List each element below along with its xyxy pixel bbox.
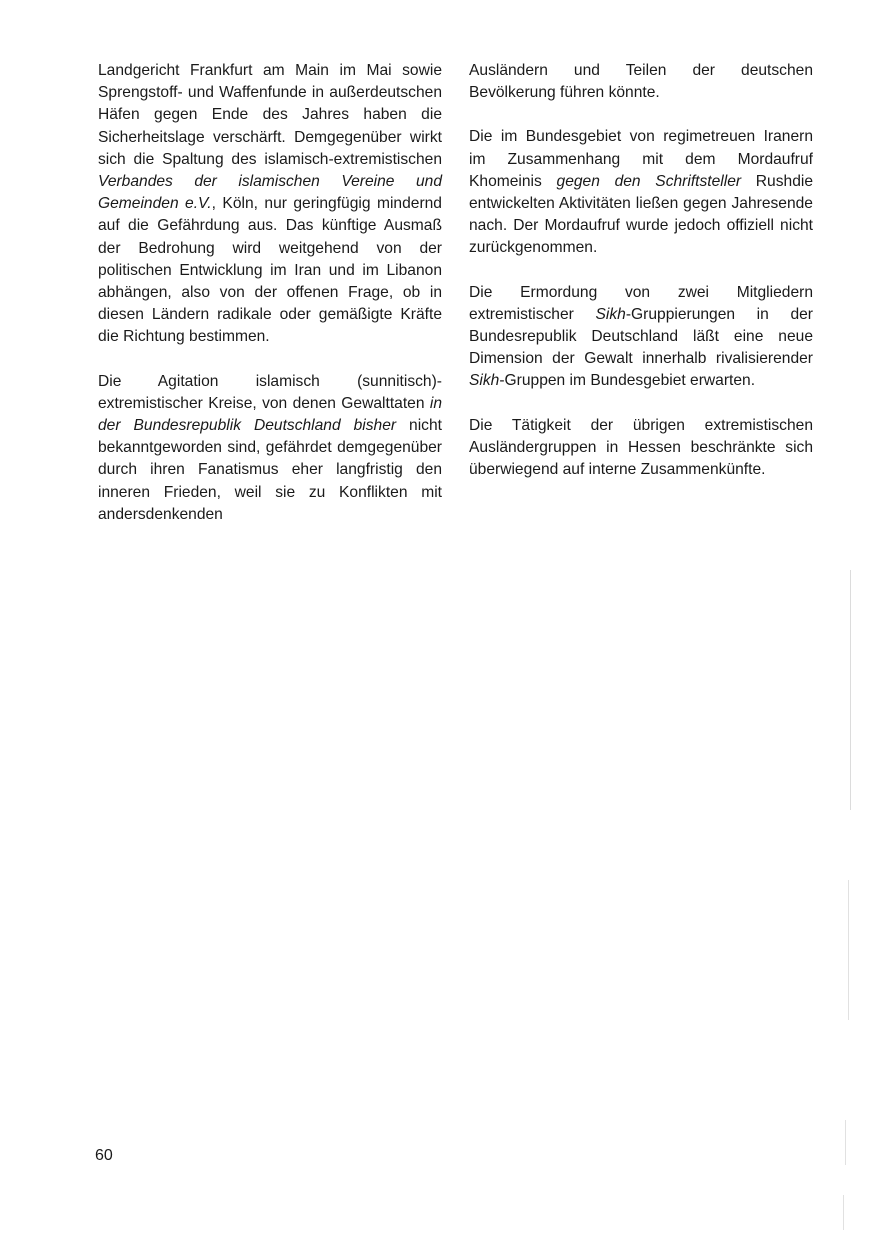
left-text-column bbox=[98, 60, 442, 548]
scan-artifact-line bbox=[850, 570, 851, 810]
italic-sikh: Sikh bbox=[595, 305, 626, 323]
italic-sikh: Sikh bbox=[469, 372, 500, 390]
text-run: Die Tätigkeit der übrigen extremistischen Ausländergruppen in Hessen beschränkte sich überwiegend auf interne Zusammenkünfte. bbox=[469, 416, 813, 479]
text-run: nicht bekanntgeworden sind, gefährdet demgegenüber durch ihren Fanatismus eher langfristig den inneren Frieden, weil sie zu Konflikten mit andersdenkenden bbox=[98, 417, 442, 523]
paragraph-sunni-agitation bbox=[98, 371, 442, 526]
scan-artifact-line bbox=[848, 880, 849, 1020]
paragraph-continuation bbox=[469, 60, 813, 104]
italic-organization-name: Verbandes der islamischen Vereine und Gemeinden e.V. bbox=[98, 173, 442, 213]
scan-artifact-line bbox=[843, 1195, 844, 1230]
right-text-column bbox=[469, 60, 813, 503]
text-run: Ausländern und Teilen der deutschen Bevölkerung führen könnte. bbox=[469, 62, 813, 102]
text-run: , Köln, nur geringfügig mindernd auf die Gefährdung aus. Das künftige Ausmaß der Bedrohung wird weitgehend von der politischen Entwicklung im Iran und im Libanon abhängen, also von der offenen Frage, ob in diesen Ländern radikale oder gemäßigte Kräfte die Richtung bestimmen. bbox=[98, 195, 442, 346]
paragraph-rushdie bbox=[469, 126, 813, 259]
page-number: 60 bbox=[95, 1147, 113, 1164]
italic-text-run: in der Bundesrepublik Deutschland bisher bbox=[98, 394, 442, 435]
text-run: -Gruppierungen in der Bundesrepublik Deutschland läßt eine neue Dimension der Gewalt innerhalb rivalisierender bbox=[469, 305, 813, 368]
paragraph-sikh-groups bbox=[469, 282, 813, 393]
text-run: Die Ermordung von zwei Mitgliedern extremistischer bbox=[469, 283, 813, 323]
text-run: Rushdie entwickelten Aktivitäten ließen gegen Jahresende nach. Der Mordaufruf wurde jedoch offiziell nicht zurückgenommen. bbox=[469, 172, 814, 257]
paragraph-threat-assessment bbox=[98, 60, 442, 349]
text-run: Landgericht Frankfurt am Main im Mai sowie Sprengstoff- und Waffenfunde in außerdeutschen Häfen gegen Ende des Jahres haben die Sicherheitslage verschärft. Demgegenüber wirkt sich die Spaltung des islamisch-extremistischen bbox=[98, 62, 442, 168]
text-run: Die Agitation islamisch (sunnitisch)-extremistischer Kreise, von denen Gewalttaten bbox=[98, 372, 442, 412]
text-run: Die im Bundesgebiet von regimetreuen Iranern im Zusammenhang mit dem Mordaufruf Khomeinis bbox=[469, 128, 813, 190]
text-run: -Gruppen im Bundesgebiet erwarten. bbox=[499, 372, 756, 390]
italic-text-run: gegen den Schriftsteller bbox=[556, 172, 742, 190]
paragraph-other-groups bbox=[469, 415, 813, 482]
scan-artifact-line bbox=[845, 1120, 846, 1165]
